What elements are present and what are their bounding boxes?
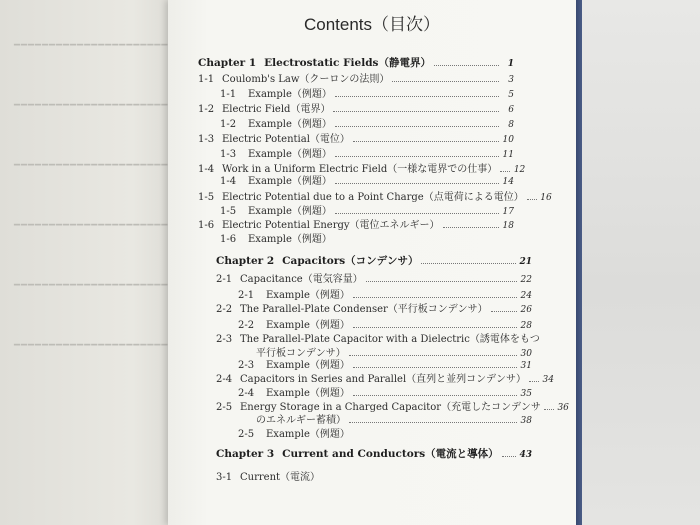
toc-title: Example（例題）: [248, 89, 332, 100]
toc-title: Capacitors in Series and Parallel（直列と並列コンデンサ）: [240, 374, 526, 385]
dot-leader: [333, 111, 499, 112]
toc-page-number: 18: [502, 221, 514, 231]
toc-title: のエネルギー蓄積）: [256, 415, 346, 426]
toc-entry: [198, 70, 514, 85]
dot-leader: [527, 199, 537, 200]
toc-page-number: 16: [540, 193, 552, 203]
toc-title: Example（例題）: [248, 119, 332, 130]
toc-title: Capacitance（電気容量）: [240, 274, 363, 285]
toc-number: 1-5: [220, 206, 237, 217]
toc-number: 1-3: [198, 134, 215, 145]
bleed-through-text: ━━━━━━━━━━━━━━━━━━━━━━: [14, 220, 169, 231]
toc-example: [220, 172, 514, 187]
toc-example: [238, 425, 532, 440]
toc-page-number: 24: [520, 291, 532, 301]
toc-title: Example（例題）: [266, 320, 350, 331]
toc-number: 2-1: [238, 290, 255, 301]
bleed-through-text: ━━━━━━━━━━━━━━━━━━━━━━: [14, 40, 169, 51]
toc-page-number: 28: [520, 321, 532, 331]
left-page: [0, 0, 190, 525]
toc-number: Chapter 3: [216, 448, 275, 460]
toc-page-number: 36: [557, 403, 569, 413]
toc-title: Capacitors（コンデンサ）: [282, 255, 419, 267]
toc-example: [238, 384, 532, 399]
dot-leader: [434, 65, 499, 66]
toc-title: Example（例題）: [266, 360, 350, 371]
toc-page-number: 26: [520, 305, 532, 315]
dot-leader: [353, 367, 517, 368]
toc-number: 2-3: [216, 334, 233, 345]
toc-example: [220, 145, 514, 160]
page-title: Contents（目次）: [303, 15, 441, 34]
dot-leader: [421, 263, 516, 264]
toc-page-number: 11: [502, 150, 514, 160]
dot-leader: [502, 456, 517, 457]
toc-title: Energy Storage in a Charged Capacitor（充電したコンデンサ: [240, 402, 541, 413]
toc-title: Example（例題）: [266, 388, 350, 399]
toc-page-number: 1: [507, 59, 514, 69]
toc-page-number: 3: [508, 75, 514, 85]
toc-number: 2-1: [216, 274, 233, 285]
toc-entry: [216, 270, 532, 285]
dot-leader: [349, 422, 517, 423]
toc-title: Example（例題）: [248, 149, 332, 160]
toc-title: Current and Conductors（電流と導体）: [282, 448, 499, 460]
toc-title: Coulomb's Law（クーロンの法則）: [222, 74, 390, 85]
toc-title: Example（例題）: [248, 176, 332, 187]
toc-chapter: [216, 446, 532, 461]
toc-entry: [256, 411, 532, 426]
toc-example: [238, 316, 532, 331]
dot-leader: [353, 141, 499, 142]
dot-leader: [491, 311, 517, 312]
toc-example: [220, 115, 514, 130]
toc-page-number: 8: [508, 120, 514, 130]
toc-number: 1-5: [198, 192, 215, 203]
toc-title: The Parallel-Plate Condenser（平行板コンデンサ）: [240, 304, 488, 315]
toc-number: 1-4: [220, 176, 237, 187]
bleed-through-text: ━━━━━━━━━━━━━━━━━━━━━━: [14, 280, 169, 291]
toc-page-number: 14: [502, 177, 514, 187]
toc-title: Electrostatic Fields（静電界）: [264, 57, 431, 69]
toc-number: 1-4: [198, 164, 215, 175]
toc-number: 1-2: [198, 104, 215, 115]
toc-entry: [216, 468, 532, 483]
toc-page-number: 38: [520, 416, 532, 426]
toc-title: 平行板コンデンサ）: [256, 348, 346, 359]
dot-leader: [335, 183, 499, 184]
toc-page-number: 34: [542, 375, 554, 385]
toc-title: Example（例題）: [248, 206, 332, 217]
dot-leader: [353, 297, 517, 298]
toc-page-number: 35: [520, 389, 532, 399]
toc-title: Electric Potential（電位）: [222, 134, 350, 145]
toc-page-number: 12: [513, 165, 526, 175]
toc-example: [238, 286, 532, 301]
bleed-through-text: ━━━━━━━━━━━━━━━━━━━━━━: [14, 100, 169, 111]
toc-chapter: [216, 253, 532, 268]
toc-number: 2-5: [216, 402, 233, 413]
toc-entry: [198, 100, 514, 115]
dot-leader: [529, 381, 539, 382]
dot-leader: [443, 227, 499, 228]
toc-number: Chapter 1: [198, 57, 257, 69]
dot-leader: [335, 213, 499, 214]
toc-page-number: 6: [508, 105, 514, 115]
contents-page: [168, 0, 576, 525]
toc-title: Electric Field（電界）: [222, 104, 331, 115]
toc-page-number: 31: [520, 361, 532, 371]
toc-number: 1-1: [198, 74, 215, 85]
toc-title: Work in a Uniform Electric Field（一様な電界での仕事）: [222, 164, 498, 175]
toc-entry: [198, 188, 552, 203]
toc-title: Example（例題）: [266, 429, 350, 440]
bleed-through-text: ━━━━━━━━━━━━━━━━━━━━━━: [14, 340, 169, 351]
toc-number: 1-6: [198, 220, 215, 231]
dot-leader: [353, 327, 517, 328]
toc-number: 2-5: [238, 429, 255, 440]
toc-entry: [216, 370, 554, 385]
toc-number: 2-4: [238, 388, 255, 399]
toc-page-number: 5: [508, 90, 514, 100]
toc-title: Electric Potential Energy（電位エネルギー）: [222, 220, 440, 231]
toc-chapter: [198, 55, 514, 70]
dot-leader: [366, 281, 517, 282]
toc-entry: [198, 216, 514, 231]
table-of-contents: [168, 0, 576, 525]
toc-page-number: 17: [502, 207, 514, 217]
toc-title: Current（電流）: [240, 472, 321, 483]
toc-example: [238, 356, 532, 371]
toc-title: Example（例題）: [266, 290, 350, 301]
toc-example: [220, 202, 514, 217]
dot-leader: [335, 96, 499, 97]
bleed-through-text: ━━━━━━━━━━━━━━━━━━━━━━: [14, 160, 169, 171]
toc-title: The Parallel-Plate Capacitor with a Dielectric（誘電体をもつ: [240, 334, 540, 345]
toc-number: 1-6: [220, 234, 237, 245]
dot-leader: [353, 395, 517, 396]
dot-leader: [392, 81, 499, 82]
dot-leader: [335, 156, 499, 157]
toc-page-number: 10: [502, 135, 514, 145]
toc-title: Example（例題）: [248, 234, 332, 245]
toc-title: Electric Potential due to a Point Charge（点電荷による電位）: [222, 192, 524, 203]
toc-number: 3-1: [216, 472, 233, 483]
toc-example: [220, 230, 514, 245]
toc-example: [220, 85, 514, 100]
toc-page-number: 43: [519, 450, 532, 460]
dot-leader: [335, 126, 499, 127]
toc-number: 1-2: [220, 119, 237, 130]
toc-number: Chapter 2: [216, 255, 275, 267]
toc-page-number: 22: [520, 275, 532, 285]
toc-page-number: 30: [520, 349, 532, 359]
toc-number: 2-2: [216, 304, 233, 315]
toc-page-number: 21: [519, 257, 532, 267]
toc-entry: [198, 130, 514, 145]
toc-number: 2-2: [238, 320, 255, 331]
toc-number: 2-3: [238, 360, 255, 371]
toc-entry: [216, 330, 540, 345]
toc-number: 1-3: [220, 149, 237, 160]
toc-entry: [216, 300, 532, 315]
toc-number: 2-4: [216, 374, 233, 385]
dot-leader: [544, 409, 554, 410]
toc-number: 1-1: [220, 89, 237, 100]
